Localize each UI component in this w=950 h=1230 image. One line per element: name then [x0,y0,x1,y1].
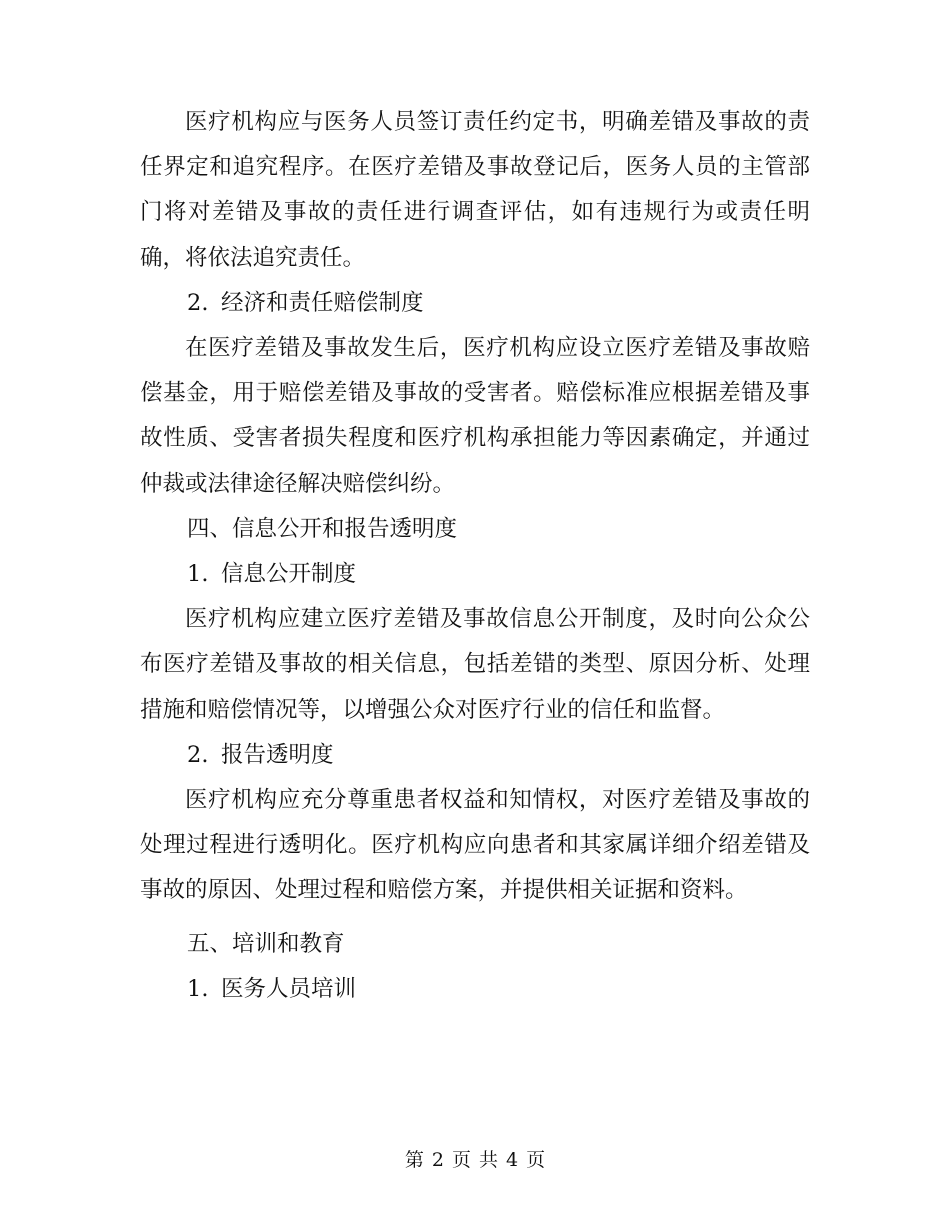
heading-report-transparency [140,733,810,778]
paragraph-report-transparency: 医疗机构应充分尊重患者权益和知情权，对医疗差错及事故的处理过程进行透明化。医疗机构应向患者和其家属详细介绍差错及事故的原因、处理过程和赔偿方案，并提供相关证据和资料。 [140,787,810,904]
heading-text: 报告透明度 [221,741,334,768]
heading-number: 1. [187,561,209,588]
heading-disclosure-system [140,552,810,597]
heading-staff-training [140,967,810,1012]
heading-compensation-system [140,281,810,326]
heading-number: 2. [187,741,209,768]
footer-word-ye: 页 [451,1149,471,1171]
heading-text: 信息公开制度 [221,561,357,588]
heading-text: 医务人员培训 [221,975,357,1002]
footer-word-ye-end: 页 [526,1149,546,1171]
heading-number: 1. [187,975,209,1002]
document-body [140,100,810,1012]
footer-total-pages: 4 [506,1149,519,1171]
spacer [140,914,810,922]
heading-number: 2. [187,289,209,316]
footer-word-gong: 共 [479,1149,499,1171]
paragraph-responsibility-agreement: 医疗机构应与医务人员签订责任约定书，明确差错及事故的责任界定和追究程序。在医疗差错及事故登记后，医务人员的主管部门将对差错及事故的责任进行调查评估，如有违规行为或责任明确，将依法追究责任。 [140,109,810,271]
paragraph-compensation-fund: 在医疗差错及事故发生后，医疗机构应设立医疗差错及事故赔偿基金，用于赔偿差错及事故的受害者。赔偿标准应根据差错及事故性质、受害者损失程度和医疗机构承担能力等因素确定，并通过仲裁或法律途径解决赔偿纠纷。 [140,335,810,497]
footer-word-di: 第 [404,1149,424,1171]
heading-text: 四、信息公开和报告透明度 [187,515,458,542]
section-heading-information-disclosure [140,507,810,552]
section-heading-training-education [140,922,810,967]
heading-text: 经济和责任赔偿制度 [221,289,424,316]
footer-page-number: 2 [431,1149,444,1171]
page-footer [0,1146,950,1174]
paragraph-disclosure-system: 医疗机构应建立医疗差错及事故信息公开制度，及时向公众公布医疗差错及事故的相关信息，包括差错的类型、原因分析、处理措施和赔偿情况等，以增强公众对医疗行业的信任和监督。 [140,606,810,723]
heading-text: 五、培训和教育 [187,930,345,957]
